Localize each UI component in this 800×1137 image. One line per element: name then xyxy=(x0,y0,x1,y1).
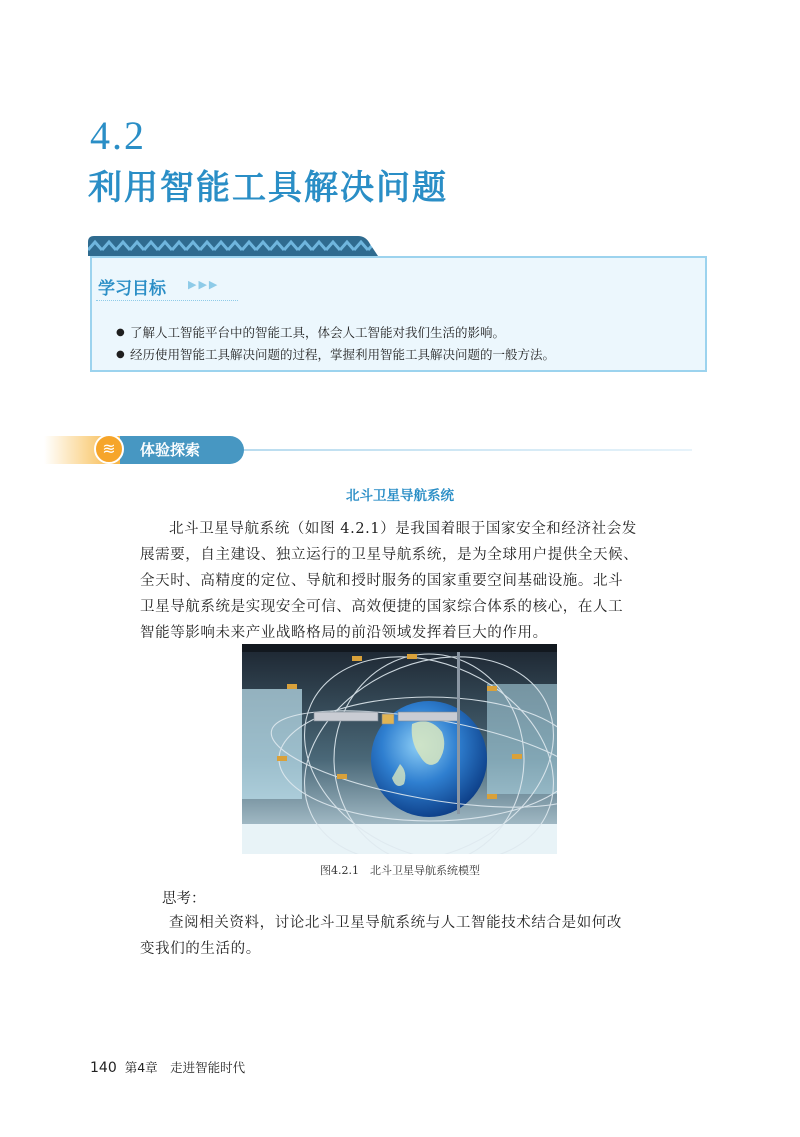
section-number: 4.2 xyxy=(90,113,146,158)
beidou-model-photo xyxy=(242,644,557,854)
chapter-name: 第4章 走进智能时代 xyxy=(124,1060,246,1075)
explore-banner xyxy=(120,436,244,464)
goals-list xyxy=(116,322,555,366)
article-line: 智能等影响未来产业战略格局的前沿领域发挥着巨大的作用。 xyxy=(140,625,548,641)
section-title: 利用智能工具解决问题 xyxy=(88,168,448,208)
wave-icon: ≋ xyxy=(94,434,124,464)
goal-item: ● 经历使用智能工具解决问题的过程，掌握利用智能工具解决问题的一般方法。 xyxy=(116,344,555,366)
goal-item: ● 了解人工智能平台中的智能工具，体会人工智能对我们生活的影响。 xyxy=(116,322,555,344)
goals-divider xyxy=(96,300,238,301)
think-line: 变我们的生活的。 xyxy=(140,941,261,957)
think-body xyxy=(140,910,670,962)
explore-divider xyxy=(244,449,692,451)
page-number: 140 xyxy=(90,1060,117,1076)
think-label: 思考： xyxy=(162,891,206,907)
arrows-icon: ▶▶▶ xyxy=(188,278,220,291)
article-line: 北斗卫星导航系统（如图 4.2.1）是我国着眼于国家安全和经济社会发 xyxy=(169,521,637,537)
explore-label: 体验探索 xyxy=(140,441,201,459)
learning-goals-title: 学习目标 xyxy=(98,279,166,299)
figure-caption: 图4.2.1 北斗卫星导航系统模型 xyxy=(320,864,480,877)
learning-goals-box xyxy=(90,256,707,372)
goal-banner-stripe xyxy=(88,236,378,256)
article-line: 全天时、高精度的定位、导航和授时服务的国家重要空间基础设施。北斗 xyxy=(140,573,624,589)
page-footer xyxy=(90,1058,245,1076)
think-line: 查阅相关资料，讨论北斗卫星导航系统与人工智能技术结合是如何改 xyxy=(169,915,622,931)
article-line: 展需要，自主建设、独立运行的卫星导航系统，是为全球用户提供全天候、 xyxy=(140,547,639,563)
article-title: 北斗卫星导航系统 xyxy=(346,488,454,504)
article-line: 卫星导航系统是实现安全可信、高效便捷的国家综合体系的核心，在人工 xyxy=(140,599,624,615)
article-body xyxy=(140,516,670,646)
